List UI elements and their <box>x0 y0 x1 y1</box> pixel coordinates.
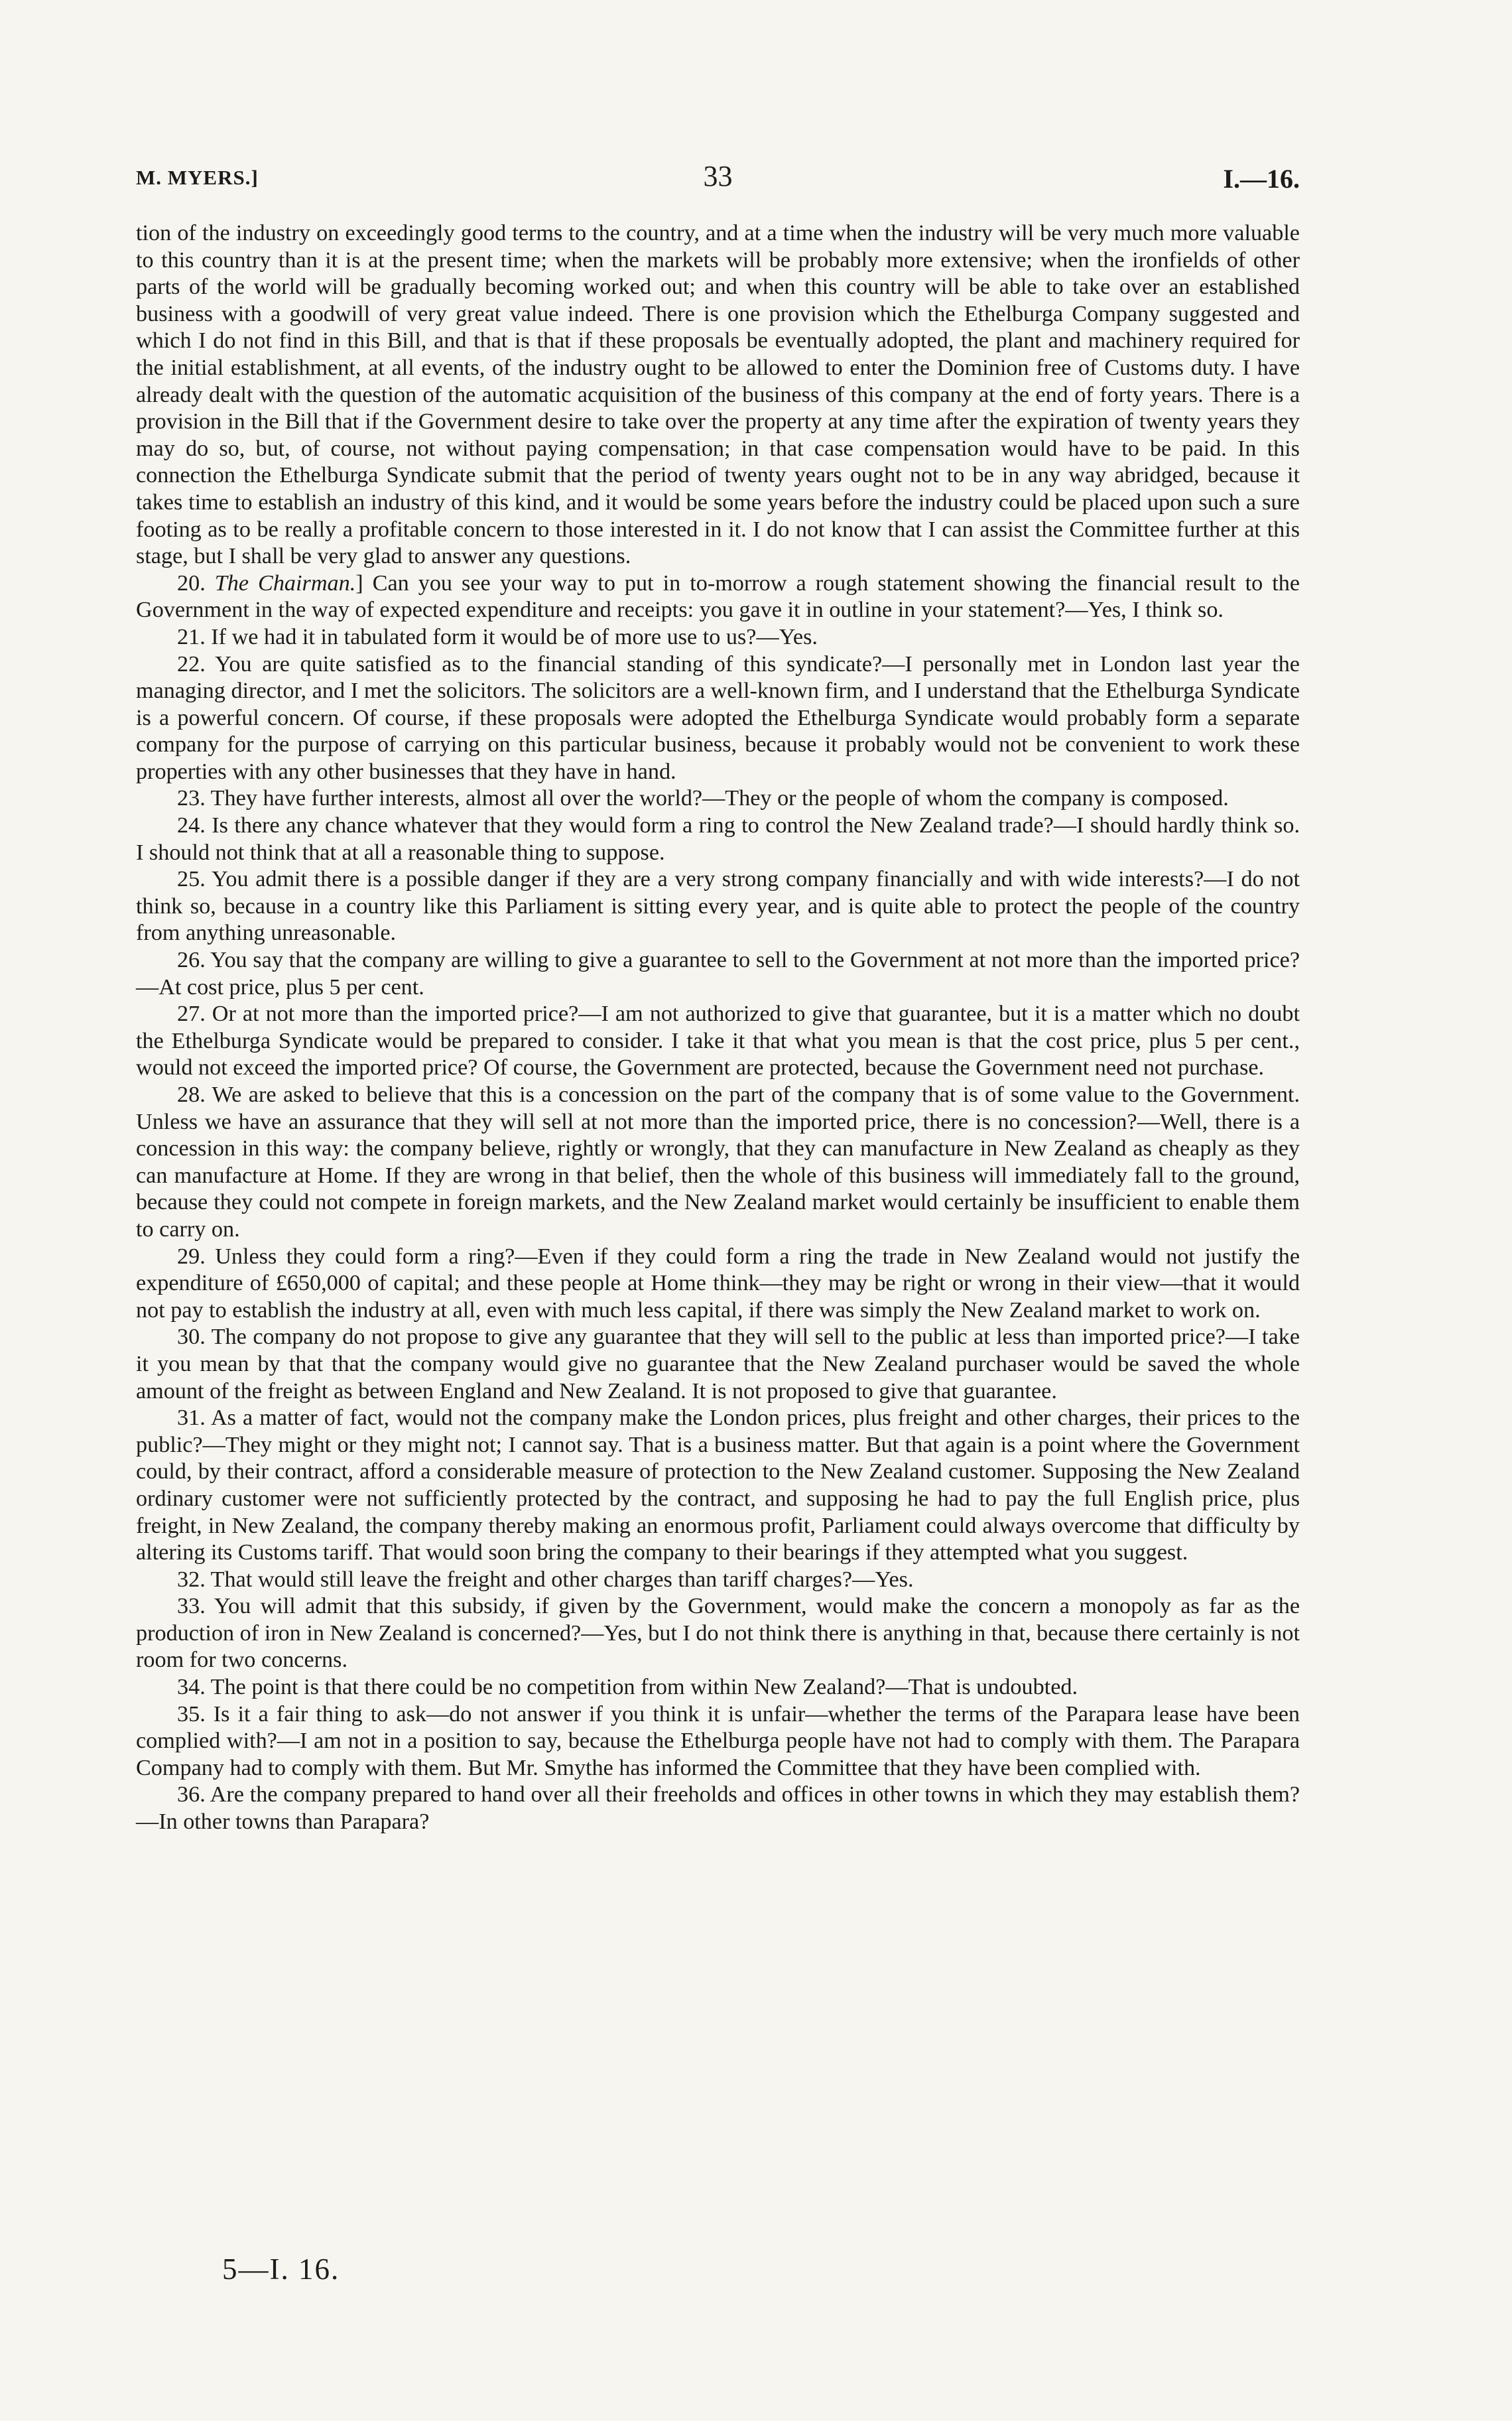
question-20 <box>136 570 1300 624</box>
question-22: 22. You are quite satisfied as to the financial standing of this syndicate?—I personally met in London last year the managing director, and I met the solicitors. The solicitors are a well-known firm, and I understand that the Ethelburga Syndicate is a powerful concern. Of course, if these proposals were adopted the Ethelburga Syndicate would probably form a separate company for the purpose of carrying on this particular business, because it probably would not be convenient to work these properties with any other businesses that they have in hand. <box>136 651 1300 784</box>
question-31: 31. As a matter of fact, would not the company make the London prices, plus freight and other charges, their prices to the public?—They might or they might not; I cannot say. That is a business matter. But that again is a point where the Government could, by their contract, afford a considerable measure of protection to the New Zealand customer. Supposing the New Zealand ordinary customer were not sufficiently protected by the contract, and supposing he had to pay the full English price, plus freight, in New Zealand, the company thereby making an enormous profit, Parliament could always overcome that difficulty by altering its Customs tariff. That would soon bring the company to their bearings if they attempted what you suggest. <box>136 1406 1300 1565</box>
page-number: 33 <box>703 160 733 192</box>
question-35: 35. Is it a fair thing to ask—do not answer if you think it is unfair—whether the terms of the Parapara lease have been complied with?—I am not in a position to say, because the Ethelburga people have not had to comply with them. The Parapara Company had to comply with them. But Mr. Smythe has informed the Committee that they have been complied with. <box>136 1701 1300 1780</box>
question-24: 24. Is there any chance whatever that they would form a ring to control the New Zealand trade?—I should hardly think so. I should not think that at all a reasonable thing to suppose. <box>136 813 1300 865</box>
speaker-bracket: ] <box>355 570 363 596</box>
question-28: 28. We are asked to believe that this is a concession on the part of the company that is of some value to the Government. Unless we have an assurance that they will sell at not more than the imported price, there is no concession?—Well, there is a concession in this way: the company believe, rightly or wrongly, that they can manufacture in New Zealand as cheaply as they can manufacture at Home. If they are wrong in that belief, then the whole of this business will immediately fall to the ground, because they could not compete in foreign markets, and the New Zealand market would certainly be insufficient to enable them to carry on. <box>136 1082 1300 1242</box>
question-34: 34. The point is that there could be no competition from within New Zealand?—That is undoubted. <box>177 1675 1078 1700</box>
signature-mark: 5—I. 16. <box>222 2253 340 2286</box>
question-27: 27. Or at not more than the imported price?—I am not authorized to give that guarantee, but it is a matter which no doubt the Ethelburga Syndicate would be prepared to consider. I take it that what you mean is that the cost price, plus 5 per cent., would not exceed the imported price? Of course, the Government are protected, because the Government need not purchase. <box>136 1002 1300 1080</box>
question-33: 33. You will admit that this subsidy, if given by the Government, would make the concern a monopoly as far as the production of iron in New Zealand is concerned?—Yes, but I do not think there is anything in that, because there certainly is not room for two concerns. <box>136 1594 1300 1673</box>
witness-name: M. MYERS.] <box>136 166 259 189</box>
question-30: 30. The company do not propose to give any guarantee that they will sell to the public at less than imported price?—I take it you mean by that that the company would give no guarantee that the New Zealand purchaser would be saved the whole amount of the freight as between England and New Zealand. It is not proposed to give that guarantee. <box>136 1325 1300 1404</box>
question-23: 23. They have further interests, almost all over the world?—They or the people of whom the company is composed. <box>177 786 1229 811</box>
opening-paragraph: tion of the industry on exceedingly good terms to the country, and at a time when the industry will be very much more valuable to this country than it is at the present time; when the markets will be probably more extensive; when the ironfields of other parts of the world will be gradually becoming worked out; and when this country will be able to take over an established business with a goodwill of very great value indeed. There is one provision which the Ethelburga Company suggested and which I do not find in this Bill, and that is that if these proposals be eventually adopted, the plant and machinery required for the initial establishment, at all events, of the industry ought to be allowed to enter the Dominion free of Customs duty. I have already dealt with the question of the automatic acquisition of the business of this company at the end of forty years. There is a provision in the Bill that if the Government desire to take over the property at any time after the expiration of twenty years they may do so, but, of course, not without paying compensation; in that case compensation would have to be paid. In this connection the Ethelburga Syndicate submit that the period of twenty years ought not to be in any way abridged, because it takes time to establish an industry of this kind, and it would be some years before the industry could be placed upon such a sure footing as to be really a profitable concern to those interested in it. I do not know that I can assist the Committee further at this stage, but I shall be very glad to answer any questions. <box>136 221 1300 569</box>
question-36: 36. Are the company prepared to hand over all their freeholds and offices in other towns in which they may establish them?—In other towns than Parapara? <box>136 1782 1300 1835</box>
question-26: 26. You say that the company are willing to give a guarantee to sell to the Government at not more than the imported price?—At cost price, plus 5 per cent. <box>136 948 1300 1000</box>
question-number: 20. <box>177 570 206 596</box>
body-text <box>136 220 1300 1836</box>
question-text: Can you see your way to put in to-morrow a rough statement showing the financial result to the Government in the way of expected expenditure and receipts: you gave it in outline in your statement?—Yes, I think so. <box>136 570 1300 623</box>
speaker-name: The Chairman. <box>214 570 356 596</box>
paper-reference: I.—16. <box>1223 164 1300 194</box>
question-21: 21. If we had it in tabulated form it would be of more use to us?—Yes. <box>177 624 818 649</box>
question-25: 25. You admit there is a possible danger if they are a very strong company financially and with wide interests?—I do not think so, because in a country like this Parliament is sitting every year, and is quite able to protect the people of the country from anything unreasonable. <box>136 867 1300 946</box>
running-head <box>136 159 1300 206</box>
question-32: 32. That would still leave the freight and other charges than tariff charges?—Yes. <box>177 1567 914 1592</box>
document-page <box>136 159 1300 1836</box>
question-29: 29. Unless they could form a ring?—Even if they could form a ring the trade in New Zealand would not justify the expenditure of £650,000 of capital; and these people at Home think—they may be right or wrong in their view—that it would not pay to establish the industry at all, even with much less capital, if there was simply the New Zealand market to work on. <box>136 1244 1300 1323</box>
